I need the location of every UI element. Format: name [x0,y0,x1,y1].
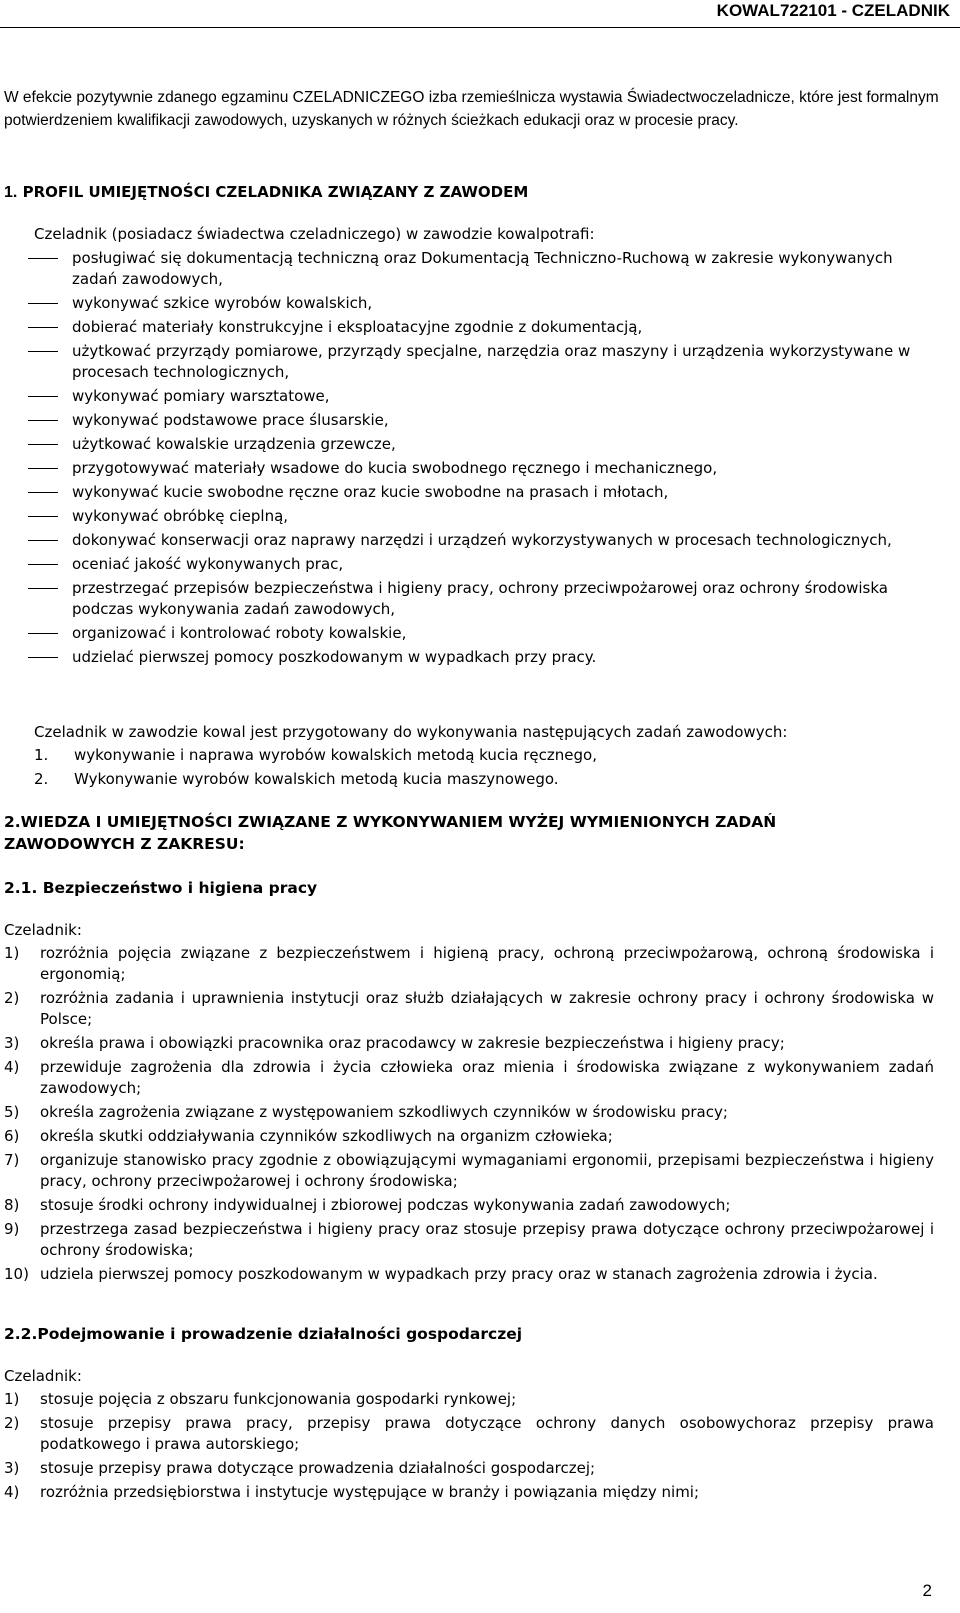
skill-item-text: przestrzegać przepisów bezpieczeństwa i higieny pracy, ochrony przeciwpożarowej oraz ochrony środowiska podczas wykonywania zadań zawodowych, [72,579,888,618]
task-item [34,769,914,790]
list-item [4,1219,934,1261]
list-item-text: stosuje przepisy prawa pracy, przepisy prawa dotyczące ochrony danych osobowychoraz przepisy prawa podatkowego i prawa autorskiego; [40,1414,934,1453]
task-number: 2. [34,770,49,788]
document-header: KOWAL722101 - CZELADNIK [716,1,950,20]
list-item [4,1102,934,1123]
task-number: 1. [34,746,49,764]
list-item-text: rozróżnia przedsiębiorstwa i instytucje występujące w branży i powiązania między nimi; [40,1483,700,1501]
list-item-text: rozróżnia zadania i uprawnienia instytucji oraz służb działających w zakresie ochrony pracy i ochrony środowiska w Polsce; [40,989,934,1028]
section-1-number: 1. [4,184,18,201]
section-2-2-heading: 2.2.Podejmowanie i prowadzenie działalności gospodarczej [4,1325,523,1343]
skill-item-text: dobierać materiały konstrukcyjne i eksploatacyjne zgodnie z dokumentacją, [72,318,643,336]
dash-bullet-icon [28,396,58,397]
list-item-text: udziela pierwszej pomocy poszkodowanym w wypadkach przy pracy oraz w stanach zagrożenia zdrowia i życia. [40,1265,878,1283]
skill-item-text: wykonywać szkice wyrobów kowalskich, [72,294,373,312]
section-2-1-heading: 2.1. Bezpieczeństwo i higiena pracy [4,879,318,897]
skill-item [0,578,940,620]
skill-item [0,623,940,644]
skill-item [0,554,940,575]
section-1-title: PROFIL UMIEJĘTNOŚCI CZELADNIKA ZWIĄZANY Z ZAWODEM [22,183,529,201]
skill-item-text: użytkować przyrządy pomiarowe, przyrządy specjalne, narzędzia oraz maszyny i urządzenia wykorzystywane w procesach technologicznych, [72,342,911,381]
list-item-number: 3) [4,1034,20,1052]
dash-bullet-icon [28,657,58,658]
list-item-number: 2) [4,1414,20,1432]
skill-item [0,482,940,503]
list-item-number: 4) [4,1483,20,1501]
list-item-number: 5) [4,1103,20,1121]
dash-bullet-icon [28,468,58,469]
list-item-number: 10) [4,1265,29,1283]
skill-item [0,410,940,431]
list-item-text: stosuje przepisy prawa dotyczące prowadzenia działalności gospodarczej; [40,1459,596,1477]
list-item-number: 9) [4,1220,20,1238]
skill-item-text: posługiwać się dokumentacją techniczną oraz Dokumentacją Techniczno-Ruchową w zakresie wykonywanych zadań zawodowych, [72,249,893,288]
section-1-lead: Czeladnik (posiadacz świadectwa czeladniczego) w zawodzie kowalpotrafi: [34,225,595,243]
list-item-text: określa zagrożenia związane z występowaniem szkodliwych czynników w środowisku pracy; [40,1103,728,1121]
list-item [4,1057,934,1099]
list-item [4,1195,934,1216]
list-item-number: 1) [4,1390,20,1408]
tasks-list [34,745,914,793]
skill-item [0,647,940,668]
skill-item-text: dokonywać konserwacji oraz naprawy narzędzi i urządzeń wykorzystywanych w procesach technologicznych, [72,531,892,549]
dash-bullet-icon [28,351,58,352]
list-item-number: 3) [4,1459,20,1477]
dash-bullet-icon [28,633,58,634]
task-text: Wykonywanie wyrobów kowalskich metodą kucia maszynowego. [74,770,559,788]
task-item [34,745,914,766]
list-item [4,1033,934,1054]
list-item-number: 2) [4,989,20,1007]
list-item-text: rozróżnia pojęcia związane z bezpieczeństwem i higieną pracy, ochroną przeciwpożarową, ochroną środowiska i ergonomią; [40,944,934,983]
list-item [4,988,934,1030]
dash-bullet-icon [28,327,58,328]
dash-bullet-icon [28,540,58,541]
business-list [4,1389,934,1506]
list-item [4,1126,934,1147]
skill-item-text: wykonywać obróbkę cieplną, [72,507,289,525]
list-item [4,1482,934,1503]
list-item [4,1413,934,1455]
skill-item [0,293,940,314]
list-item [4,1389,934,1410]
list-item [4,1150,934,1192]
skill-item-text: wykonywać podstawowe prace ślusarskie, [72,411,389,429]
dash-bullet-icon [28,444,58,445]
skill-item-text: udzielać pierwszej pomocy poszkodowanym w wypadkach przy pracy. [72,648,597,666]
list-item-text: organizuje stanowisko pracy zgodnie z obowiązującymi wymaganiami ergonomii, przepisami bezpieczeństwa i higieny pracy, ochrony przeciwpożarowej i ochrony środowiska; [40,1151,934,1190]
list-item-number: 8) [4,1196,20,1214]
list-item-text: określa skutki oddziaływania czynników szkodliwych na organizm człowieka; [40,1127,613,1145]
dash-bullet-icon [28,564,58,565]
header-divider [0,27,960,28]
list-item [4,1264,934,1285]
list-item-text: przewiduje zagrożenia dla zdrowia i życia człowieka oraz mienia i środowiska związane z wykonywaniem zadań zawodowych; [40,1058,934,1097]
skill-item [0,434,940,455]
skill-item [0,458,940,479]
dash-bullet-icon [28,516,58,517]
page-number: 2 [922,1581,932,1600]
skill-item-text: oceniać jakość wykonywanych prac, [72,555,344,573]
skill-item [0,386,940,407]
list-item-text: określa prawa i obowiązki pracownika oraz pracodawcy w zakresie bezpieczeństwa i higieny pracy; [40,1034,785,1052]
skill-item [0,530,940,551]
dash-bullet-icon [28,492,58,493]
skill-item-text: organizować i kontrolować roboty kowalskie, [72,624,407,642]
list-item [4,943,934,985]
dash-bullet-icon [28,303,58,304]
section-2-2-lead: Czeladnik: [4,1367,82,1385]
task-text: wykonywanie i naprawa wyrobów kowalskich metodą kucia ręcznego, [74,746,597,764]
bhp-list [4,943,934,1288]
section-2-heading: 2.WIEDZA I UMIEJĘTNOŚCI ZWIĄZANE Z WYKONYWANIEM WYŻEJ WYMIENIONYCH ZADAŃ ZAWODOWYCH Z ZAKRESU: [4,813,777,853]
list-item-text: przestrzega zasad bezpieczeństwa i higieny pracy oraz stosuje przepisy prawa dotyczące ochrony przeciwpożarowej i ochrony środowiska; [40,1220,934,1259]
list-item [4,1458,934,1479]
dash-bullet-icon [28,258,58,259]
skills-list [0,248,940,671]
section-2-1-lead: Czeladnik: [4,921,82,939]
list-item-text: stosuje pojęcia z obszaru funkcjonowania gospodarki rynkowej; [40,1390,517,1408]
dash-bullet-icon [28,420,58,421]
skill-item [0,317,940,338]
list-item-number: 7) [4,1151,20,1169]
list-item-text: stosuje środki ochrony indywidualnej i zbiorowej podczas wykonywania zadań zawodowych; [40,1196,731,1214]
skill-item [0,248,940,290]
list-item-number: 6) [4,1127,20,1145]
intro-paragraph: W efekcie pozytywnie zdanego egzaminu CZELADNICZEGO izba rzemieślnicza wystawia Świadectwoczeladnicze, które jest formalnym potwierdzeniem kwalifikacji zawodowych, uzyskanych w różnych ścieżkach edukacji oraz w procesie pracy. [4,89,939,129]
skill-item [0,506,940,527]
skill-item [0,341,940,383]
list-item-number: 4) [4,1058,20,1076]
skill-item-text: przygotowywać materiały wsadowe do kucia swobodnego ręcznego i mechanicznego, [72,459,718,477]
section-1-heading [4,181,528,204]
skill-item-text: wykonywać kucie swobodne ręczne oraz kucie swobodne na prasach i młotach, [72,483,669,501]
dash-bullet-icon [28,588,58,589]
tasks-lead: Czeladnik w zawodzie kowal jest przygotowany do wykonywania następujących zadań zawodowych: [34,723,788,741]
skill-item-text: użytkować kowalskie urządzenia grzewcze, [72,435,396,453]
list-item-number: 1) [4,944,20,962]
skill-item-text: wykonywać pomiary warsztatowe, [72,387,330,405]
